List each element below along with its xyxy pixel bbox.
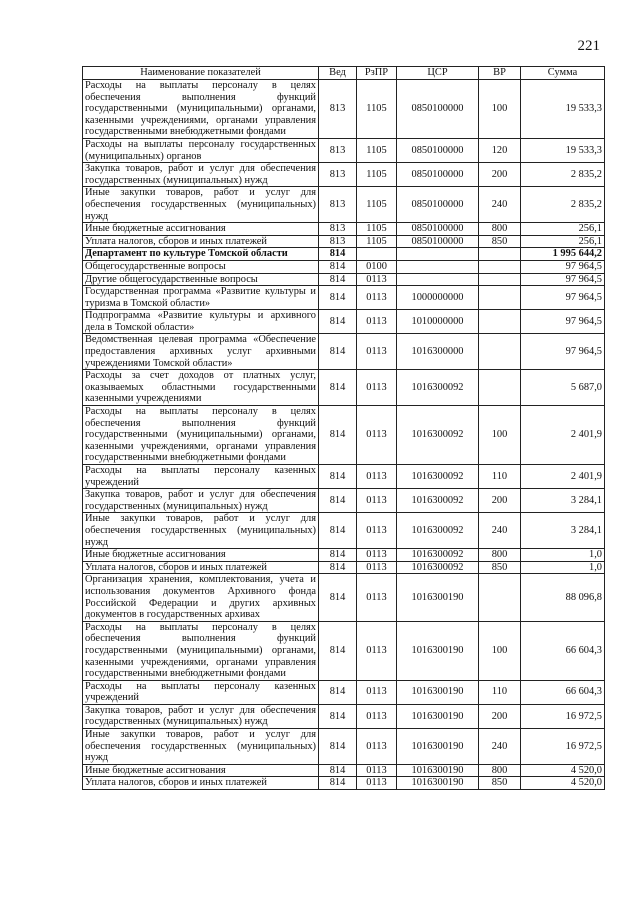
- cell-ved: 813: [319, 138, 357, 162]
- cell-name: Уплата налогов, сборов и иных платежей: [83, 777, 319, 790]
- cell-ved: 814: [319, 310, 357, 334]
- cell-rzpr: 0113: [357, 406, 397, 465]
- cell-sum: 97 964,5: [521, 310, 605, 334]
- cell-vr: [479, 574, 521, 621]
- table-row: [83, 465, 605, 489]
- cell-rzpr: 0113: [357, 561, 397, 574]
- cell-csr: 1016300092: [397, 561, 479, 574]
- cell-sum: 256,1: [521, 223, 605, 236]
- cell-vr: 240: [479, 513, 521, 549]
- cell-sum: 2 401,9: [521, 406, 605, 465]
- cell-sum: 3 284,1: [521, 513, 605, 549]
- table-row: [83, 273, 605, 286]
- table-row: [83, 310, 605, 334]
- cell-sum: 1,0: [521, 561, 605, 574]
- table-row: [83, 286, 605, 310]
- header-csr: ЦСР: [397, 67, 479, 80]
- table-row: [83, 489, 605, 513]
- cell-ved: 814: [319, 248, 357, 261]
- cell-sum: 16 972,5: [521, 704, 605, 728]
- cell-csr: 1016300190: [397, 621, 479, 680]
- cell-rzpr: 0113: [357, 334, 397, 370]
- table-row: [83, 704, 605, 728]
- cell-vr: 850: [479, 235, 521, 248]
- cell-csr: 1016300000: [397, 334, 479, 370]
- cell-vr: 800: [479, 549, 521, 562]
- cell-vr: 800: [479, 764, 521, 777]
- cell-sum: 1 995 644,2: [521, 248, 605, 261]
- cell-vr: 200: [479, 704, 521, 728]
- cell-ved: 814: [319, 260, 357, 273]
- table-row: [83, 777, 605, 790]
- cell-name: Закупка товаров, работ и услуг для обеспечения государственных (муниципальных) нужд: [83, 489, 319, 513]
- cell-rzpr: 1105: [357, 80, 397, 139]
- cell-rzpr: 0113: [357, 704, 397, 728]
- cell-rzpr: 0113: [357, 273, 397, 286]
- table-row: [83, 163, 605, 187]
- cell-name: Ведомственная целевая программа «Обеспечение предоставления архивных услуг архивными учреждениями Томской области»: [83, 334, 319, 370]
- header-ved: Вед: [319, 67, 357, 80]
- cell-csr: 0850100000: [397, 163, 479, 187]
- cell-rzpr: 0113: [357, 465, 397, 489]
- cell-csr: 0850100000: [397, 187, 479, 223]
- cell-csr: 1016300190: [397, 680, 479, 704]
- cell-name: Департамент по культуре Томской области: [83, 248, 319, 261]
- cell-ved: 814: [319, 273, 357, 286]
- cell-ved: 814: [319, 334, 357, 370]
- cell-sum: 66 604,3: [521, 621, 605, 680]
- cell-csr: 1016300190: [397, 777, 479, 790]
- cell-csr: 1016300092: [397, 549, 479, 562]
- cell-rzpr: 0113: [357, 621, 397, 680]
- page-number: 221: [577, 38, 600, 54]
- cell-vr: [479, 370, 521, 406]
- table-row: [83, 187, 605, 223]
- cell-name: Общегосударственные вопросы: [83, 260, 319, 273]
- cell-sum: 2 401,9: [521, 465, 605, 489]
- cell-ved: 814: [319, 406, 357, 465]
- cell-name: Иные закупки товаров, работ и услуг для обеспечения государственных (муниципальных) нужд: [83, 187, 319, 223]
- cell-sum: 19 533,3: [521, 80, 605, 139]
- cell-sum: 1,0: [521, 549, 605, 562]
- cell-ved: 814: [319, 370, 357, 406]
- cell-sum: 97 964,5: [521, 334, 605, 370]
- cell-rzpr: 0100: [357, 260, 397, 273]
- table-row: [83, 235, 605, 248]
- cell-vr: [479, 310, 521, 334]
- cell-name: Иные закупки товаров, работ и услуг для обеспечения государственных (муниципальных) нужд: [83, 729, 319, 765]
- cell-sum: 66 604,3: [521, 680, 605, 704]
- cell-sum: 2 835,2: [521, 187, 605, 223]
- cell-sum: 3 284,1: [521, 489, 605, 513]
- table-row: [83, 223, 605, 236]
- cell-name: Иные бюджетные ассигнования: [83, 764, 319, 777]
- cell-vr: 850: [479, 561, 521, 574]
- cell-ved: 813: [319, 187, 357, 223]
- cell-ved: 813: [319, 223, 357, 236]
- cell-csr: 1016300190: [397, 574, 479, 621]
- cell-sum: 4 520,0: [521, 777, 605, 790]
- cell-ved: 814: [319, 680, 357, 704]
- cell-csr: 1016300092: [397, 370, 479, 406]
- cell-vr: 200: [479, 489, 521, 513]
- cell-rzpr: 0113: [357, 764, 397, 777]
- cell-csr: 1016300092: [397, 406, 479, 465]
- cell-vr: 100: [479, 406, 521, 465]
- cell-ved: 814: [319, 729, 357, 765]
- cell-ved: 813: [319, 235, 357, 248]
- table-row: [83, 334, 605, 370]
- cell-ved: 814: [319, 704, 357, 728]
- cell-csr: 1016300190: [397, 764, 479, 777]
- cell-csr: 1016300092: [397, 489, 479, 513]
- cell-name: Закупка товаров, работ и услуг для обеспечения государственных (муниципальных) нужд: [83, 163, 319, 187]
- cell-name: Иные закупки товаров, работ и услуг для обеспечения государственных (муниципальных) нужд: [83, 513, 319, 549]
- cell-vr: 110: [479, 680, 521, 704]
- cell-ved: 814: [319, 489, 357, 513]
- cell-vr: [479, 273, 521, 286]
- cell-csr: 1016300092: [397, 513, 479, 549]
- cell-sum: 88 096,8: [521, 574, 605, 621]
- cell-sum: 256,1: [521, 235, 605, 248]
- cell-rzpr: 0113: [357, 729, 397, 765]
- cell-vr: 100: [479, 621, 521, 680]
- cell-sum: 97 964,5: [521, 260, 605, 273]
- cell-name: Расходы на выплаты персоналу казенных учреждений: [83, 680, 319, 704]
- cell-name: Иные бюджетные ассигнования: [83, 549, 319, 562]
- cell-rzpr: 0113: [357, 310, 397, 334]
- cell-csr: 0850100000: [397, 235, 479, 248]
- cell-vr: 850: [479, 777, 521, 790]
- cell-vr: 120: [479, 138, 521, 162]
- cell-ved: 814: [319, 549, 357, 562]
- cell-name: Государственная программа «Развитие культуры и туризма в Томской области»: [83, 286, 319, 310]
- table-row: [83, 260, 605, 273]
- cell-ved: 814: [319, 513, 357, 549]
- cell-rzpr: 0113: [357, 370, 397, 406]
- cell-sum: 97 964,5: [521, 273, 605, 286]
- cell-ved: 814: [319, 764, 357, 777]
- cell-rzpr: 0113: [357, 489, 397, 513]
- cell-vr: 240: [479, 729, 521, 765]
- cell-name: Расходы за счет доходов от платных услуг, оказываемых областными государственными казенными учреждениями: [83, 370, 319, 406]
- cell-vr: [479, 286, 521, 310]
- table-row: [83, 680, 605, 704]
- header-vr: ВР: [479, 67, 521, 80]
- header-name: Наименование показателей: [83, 67, 319, 80]
- cell-name: Расходы на выплаты персоналу в целях обеспечения выполнения функций государственными (муниципальными) органами, казенными учреждениями, органами управления государственными внебюджетными фондами: [83, 621, 319, 680]
- cell-csr: 0850100000: [397, 138, 479, 162]
- cell-ved: 814: [319, 561, 357, 574]
- header-sum: Сумма: [521, 67, 605, 80]
- table-body: [83, 80, 605, 790]
- table-row: [83, 513, 605, 549]
- cell-csr: 0850100000: [397, 223, 479, 236]
- cell-vr: 800: [479, 223, 521, 236]
- header-rzpr: РзПР: [357, 67, 397, 80]
- cell-csr: 0850100000: [397, 80, 479, 139]
- cell-name: Уплата налогов, сборов и иных платежей: [83, 561, 319, 574]
- table-row: [83, 549, 605, 562]
- cell-ved: 814: [319, 465, 357, 489]
- cell-rzpr: [357, 248, 397, 261]
- cell-name: Расходы на выплаты персоналу в целях обеспечения выполнения функций государственными (муниципальными) органами, казенными учреждениями, органами управления государственными внебюджетными фондами: [83, 406, 319, 465]
- table-row: [83, 138, 605, 162]
- cell-csr: [397, 248, 479, 261]
- table-row: [83, 406, 605, 465]
- cell-name: Уплата налогов, сборов и иных платежей: [83, 235, 319, 248]
- cell-name: Расходы на выплаты персоналу государственных (муниципальных) органов: [83, 138, 319, 162]
- cell-csr: 1010000000: [397, 310, 479, 334]
- table-row: [83, 248, 605, 261]
- cell-vr: [479, 260, 521, 273]
- cell-rzpr: 1105: [357, 223, 397, 236]
- cell-csr: 1016300190: [397, 704, 479, 728]
- cell-sum: 16 972,5: [521, 729, 605, 765]
- cell-sum: 5 687,0: [521, 370, 605, 406]
- table-header-row: [83, 67, 605, 80]
- cell-name: Подпрограмма «Развитие культуры и архивного дела в Томской области»: [83, 310, 319, 334]
- cell-rzpr: 0113: [357, 513, 397, 549]
- cell-name: Расходы на выплаты персоналу в целях обеспечения выполнения функций государственными (муниципальными) органами, казенными учреждениями, органами управления государственными внебюджетными фондами: [83, 80, 319, 139]
- cell-ved: 814: [319, 777, 357, 790]
- cell-ved: 814: [319, 286, 357, 310]
- table-row: [83, 729, 605, 765]
- cell-csr: [397, 273, 479, 286]
- cell-ved: 814: [319, 574, 357, 621]
- cell-rzpr: 1105: [357, 138, 397, 162]
- cell-csr: [397, 260, 479, 273]
- table-row: [83, 561, 605, 574]
- cell-sum: 2 835,2: [521, 163, 605, 187]
- cell-ved: 813: [319, 80, 357, 139]
- cell-name: Расходы на выплаты персоналу казенных учреждений: [83, 465, 319, 489]
- cell-rzpr: 0113: [357, 574, 397, 621]
- cell-name: Другие общегосударственные вопросы: [83, 273, 319, 286]
- cell-vr: [479, 334, 521, 370]
- cell-rzpr: 0113: [357, 777, 397, 790]
- cell-rzpr: 0113: [357, 680, 397, 704]
- cell-rzpr: 1105: [357, 187, 397, 223]
- cell-vr: [479, 248, 521, 261]
- cell-ved: 814: [319, 621, 357, 680]
- cell-csr: 1016300092: [397, 465, 479, 489]
- cell-ved: 813: [319, 163, 357, 187]
- cell-vr: 100: [479, 80, 521, 139]
- cell-rzpr: 0113: [357, 286, 397, 310]
- cell-rzpr: 1105: [357, 163, 397, 187]
- table-row: [83, 574, 605, 621]
- cell-name: Организация хранения, комплектования, учета и использования документов Архивного фонда Российской Федерации и других архивных документов в государственных архивах: [83, 574, 319, 621]
- cell-name: Закупка товаров, работ и услуг для обеспечения государственных (муниципальных) нужд: [83, 704, 319, 728]
- cell-sum: 97 964,5: [521, 286, 605, 310]
- table-row: [83, 621, 605, 680]
- table-row: [83, 80, 605, 139]
- cell-sum: 4 520,0: [521, 764, 605, 777]
- cell-vr: 240: [479, 187, 521, 223]
- cell-csr: 1000000000: [397, 286, 479, 310]
- table-row: [83, 370, 605, 406]
- cell-csr: 1016300190: [397, 729, 479, 765]
- cell-vr: 110: [479, 465, 521, 489]
- cell-sum: 19 533,3: [521, 138, 605, 162]
- budget-table: [82, 66, 605, 790]
- cell-name: Иные бюджетные ассигнования: [83, 223, 319, 236]
- cell-rzpr: 1105: [357, 235, 397, 248]
- table-row: [83, 764, 605, 777]
- cell-rzpr: 0113: [357, 549, 397, 562]
- cell-vr: 200: [479, 163, 521, 187]
